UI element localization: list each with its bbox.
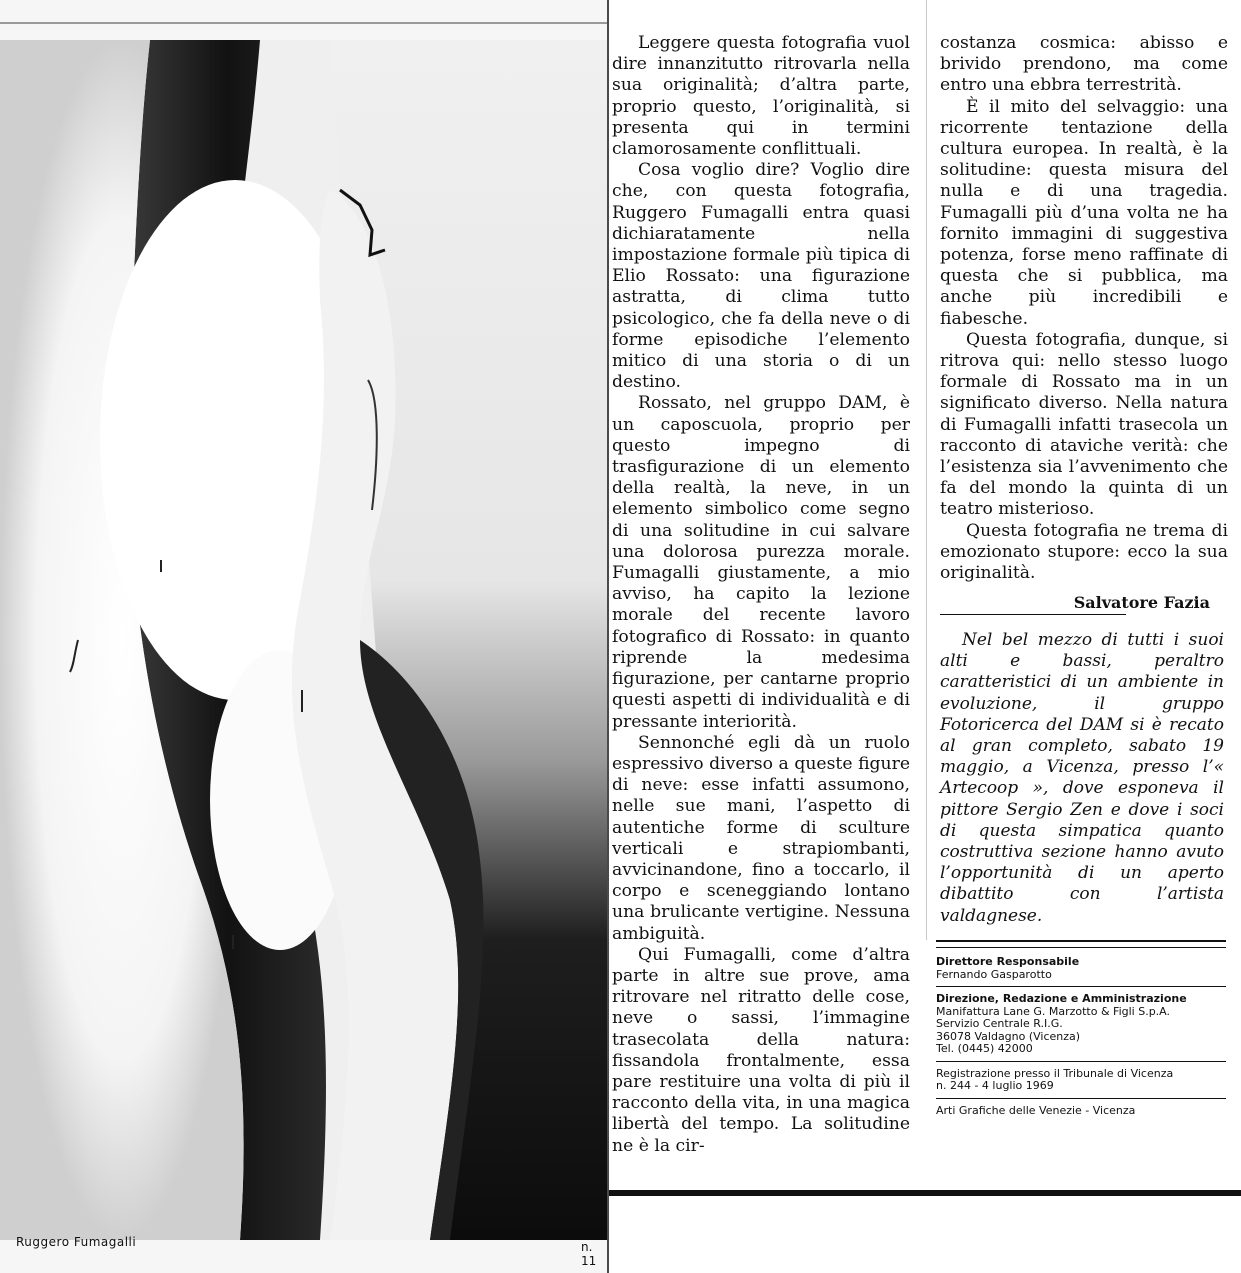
director-heading: Direttore Responsabile <box>936 955 1080 968</box>
imprint <box>936 940 1226 1117</box>
column-divider <box>926 0 927 940</box>
page-number: n. 11 <box>581 1240 597 1268</box>
article-paragraph: Qui Fumagalli, come d’altra parte in altre sue prove, ama ritrovare nel ritratto delle cose, neve o sassi, l’immagine trasecolata della natura: fissandola frontalmente, essa pare restituire una volta di più il racconto della vita, in una magica libertà del tempo. La solitudine ne è la cir- <box>612 944 910 1156</box>
office-line: Servizio Centrale R.I.G. <box>936 1017 1063 1030</box>
article-paragraph: Rossato, nel gruppo DAM, è un caposcuola, proprio per questo impegno di trasfigurazione di un elemento della realtà, la neve, in un elemento simbolico come segno di una solitudine in cui salvare una dolorosa purezza morale. Fumagalli giustamente, a mio avviso, ha capito la lezione morale del recente lavoro fotografico di Rossato: in quanto riprende la medesima figurazione, per cantarne proprio questi aspetti di individualità e di pressante interiorità. <box>612 393 910 732</box>
imprint-rule <box>936 1061 1226 1062</box>
article-paragraph: Questa fotografia, dunque, si ritrova qui: nello stesso luogo formale di Rossato ma in un significato diverso. Nella natura di Fumagalli infatti trasecola un racconto di ataviche verità: che l’esistenza sia l’avvenimento che fa del mondo la quinta di un teatro misterioso. <box>940 329 1228 520</box>
signature-rule <box>940 614 1126 615</box>
page-edge-bar <box>609 1190 1241 1196</box>
printer-line: Arti Grafiche delle Venezie - Vicenza <box>936 1103 1136 1117</box>
snow-photograph <box>0 40 607 1240</box>
office-block <box>936 993 1226 1056</box>
article-paragraph: Questa fotografia ne trema di emozionato stupore: ecco la sua originalità. <box>940 520 1228 584</box>
registration-line: Registrazione presso il Tribunale di Vicenza <box>936 1066 1174 1080</box>
imprint-rule <box>936 986 1226 987</box>
article-paragraph: Sennonché egli dà un ruolo espressivo diverso a queste figure di neve: esse infatti assumono, nelle sue mani, l’aspetto di autentiche forme di sculture verticali e strapiombanti, avvicinandone, fino a toccarlo, il corpo e sceneggiando lontano una brulicante vertigine. Nessuna ambiguità. <box>612 732 910 944</box>
notice-box <box>940 630 1224 927</box>
article-paragraph: Cosa voglio dire? Voglio dire che, con questa fotografia, Ruggero Fumagalli entra quasi dichiaratamente nella impostazione formale più tipica di Elio Rossato: una figurazione astratta, di clima tutto psicologico, che fa della neve o di forme episodiche l’elemento mitico di una storia o di un destino. <box>612 160 910 393</box>
page-bottom-edge <box>609 1190 1241 1273</box>
article-column-1 <box>612 33 910 1157</box>
office-line: Tel. (0445) 42000 <box>936 1042 1033 1055</box>
article-column-2 <box>940 33 1228 613</box>
photo-caption-author: Ruggero Fumagalli <box>16 1235 137 1249</box>
notice-text: Nel bel mezzo di tutti i suoi alti e bassi, peraltro caratteristici di un ambiente in evoluzione, il gruppo Fotoricerca del DAM si è recato al gran completo, sabato 19 maggio, a Vicenza, presso l’« Artecoop », dove esponeva il pittore Sergio Zen e dove i soci di questa simpatica quanto costruttiva sezione hanno avuto l’opportunità di un aperto dibattito con l’artista valdagnese. <box>940 630 1224 926</box>
photo-page <box>0 0 610 1273</box>
photo-image <box>0 40 607 1240</box>
article-paragraph: È il mito del selvaggio: una ricorrente tentazione della cultura europea. In realtà, è la solitudine: questa misura del nulla e di una tragedia. Fumagalli più d’una volta ne ha fornito immagini di suggestiva potenza, forse meno raffinate di questa che si pubblica, ma anche più incredibili e fiabesche. <box>940 96 1228 329</box>
office-line: Manifattura Lane G. Marzotto & Figli S.p.A. <box>936 1004 1170 1018</box>
director-name: Fernando Gasparotto <box>936 967 1052 981</box>
article-paragraph: costanza cosmica: abisso e brivido prendono, ma come entro una ebbra terrestrità. <box>940 33 1228 96</box>
office-heading: Direzione, Redazione e Amministrazione <box>936 992 1187 1005</box>
top-rule <box>0 22 610 24</box>
article-paragraph: Leggere questa fotografia vuol dire innanzitutto ritrovarla nella sua originalità; d’altra parte, proprio questo, l’originalità, si presenta qui in termini clamorosamente conflittuali. <box>612 33 910 160</box>
article-signature: Salvatore Fazia <box>1073 593 1210 613</box>
registration-line: n. 244 - 4 luglio 1969 <box>936 1079 1054 1092</box>
imprint-rule <box>936 940 1226 948</box>
director-block <box>936 956 1226 981</box>
office-line: 36078 Valdagno (Vicenza) <box>936 1029 1081 1043</box>
registration-block <box>936 1068 1226 1093</box>
imprint-rule <box>936 1098 1226 1099</box>
